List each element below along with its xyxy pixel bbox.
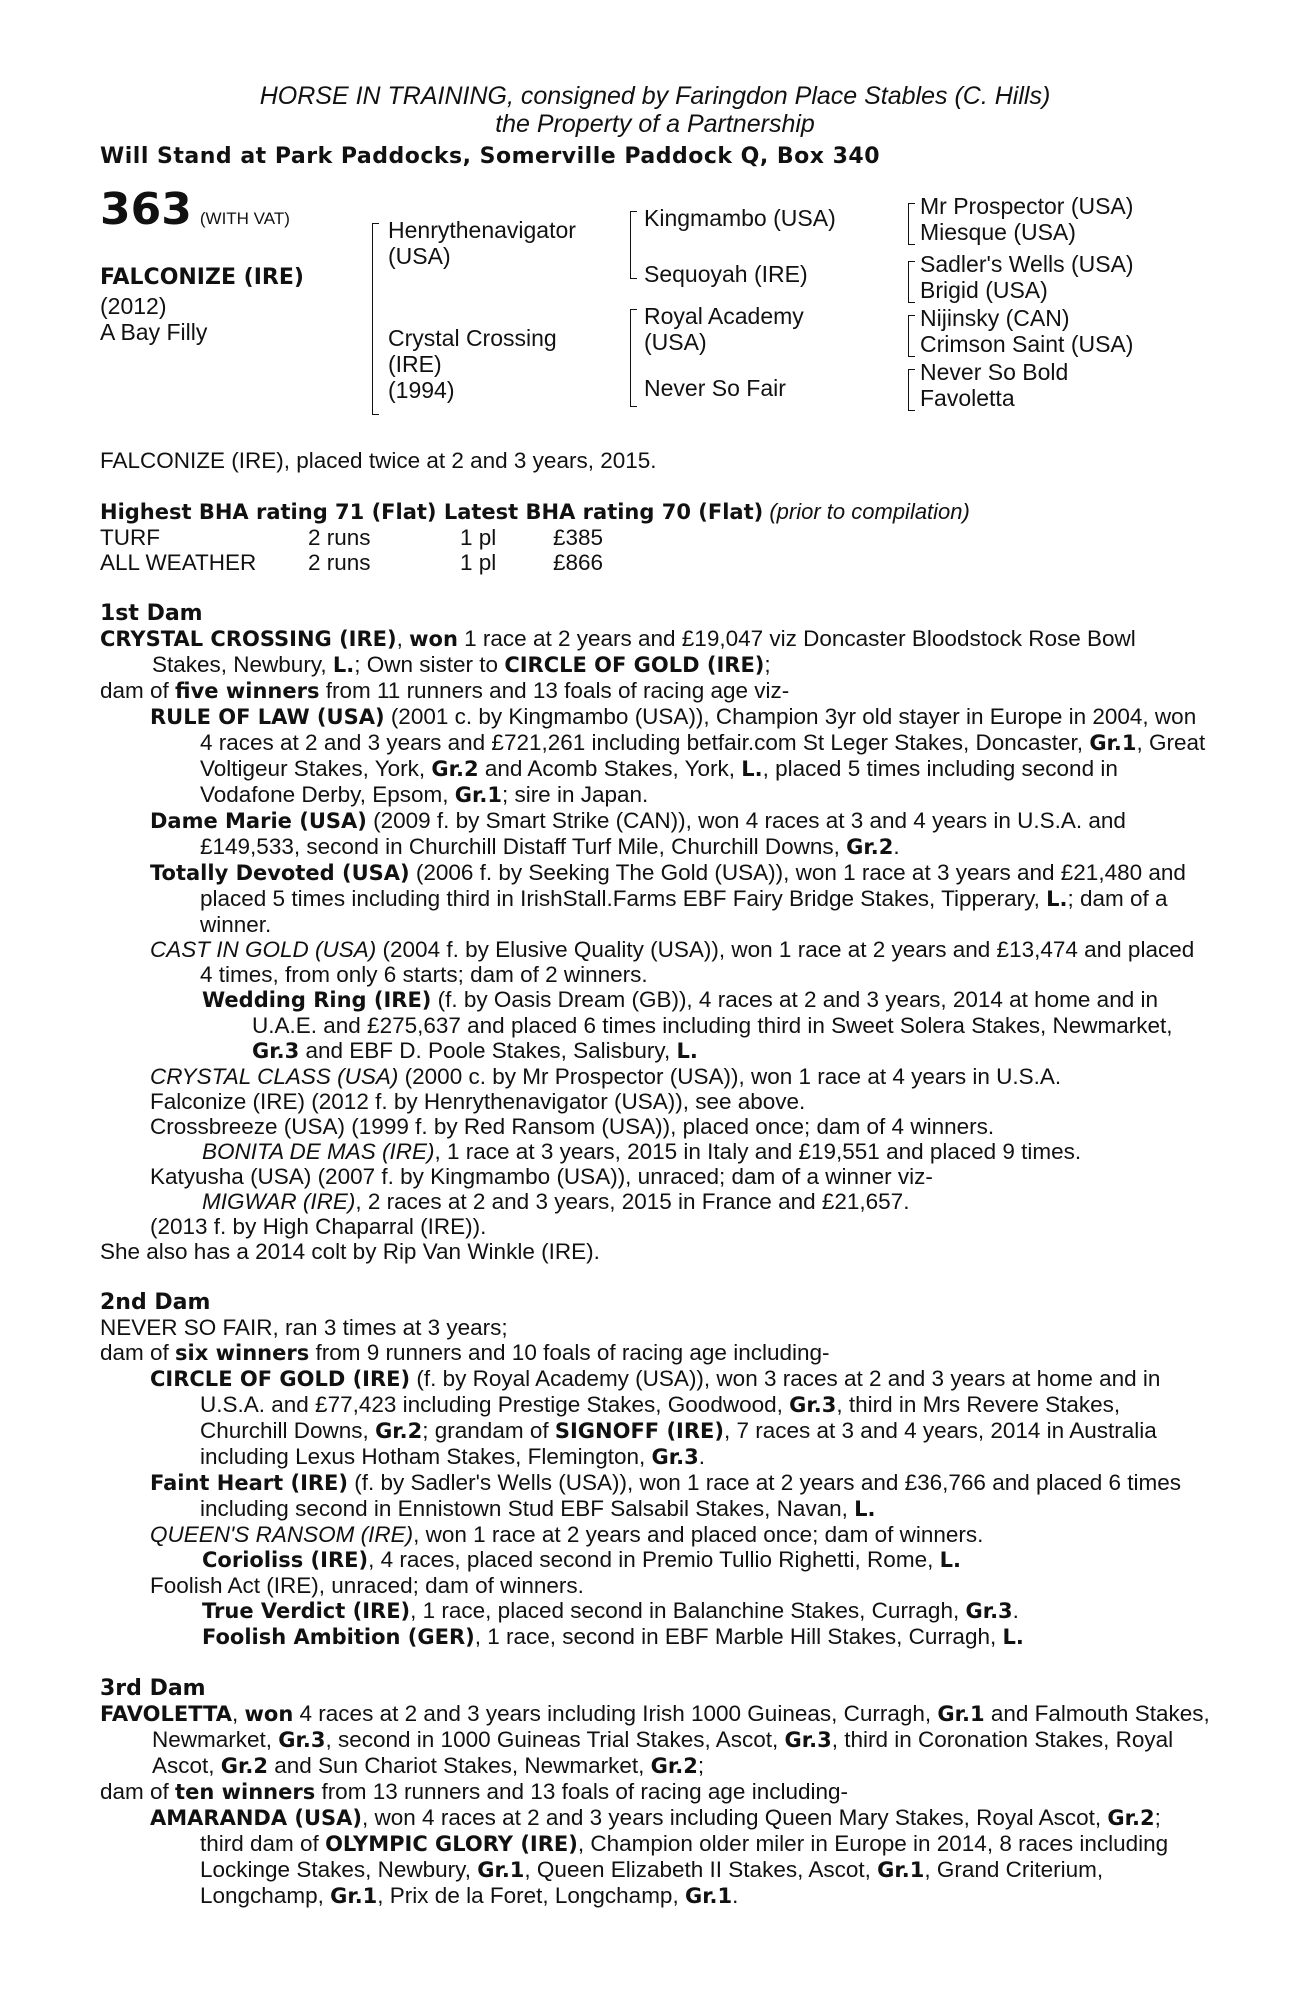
gen3-3: Sadler's Wells (USA) [920,251,1134,277]
brace-gen2-dam [630,309,637,407]
lot-heading [100,184,290,235]
produce-katyusha: Katyusha (USA) (2007 f. by Kingmambo (USA)), unraced; dam of a winner viz- [150,1164,933,1189]
brace-gen1 [372,223,379,415]
stand-location: Will Stand at Park Paddocks, Somerville Paddock Q, Box 340 [100,144,881,169]
produce-crystal-class: CRYSTAL CLASS (USA) (2000 c. by Mr Prospector (USA)), won 1 race at 4 years in U.S.A. [150,1064,1062,1089]
gen3-6: Crimson Saint (USA) [920,331,1134,357]
race-summary: FALCONIZE (IRE), placed twice at 2 and 3 years, 2015. [100,448,657,473]
produce-faint-heart: Faint Heart (IRE) (f. by Sadler's Wells (USA)), won 1 race at 2 years and £36,766 and placed 6 times including second in Ennistown Stud EBF Salsabil Stakes, Navan, L. [150,1470,1182,1521]
stat-runs: 2 runs [308,550,371,575]
produce-amaranda: AMARANDA (USA), won 4 races at 2 and 3 years including Queen Mary Stakes, Royal Ascot, Gr.2; third dam of OLYMPIC GLORY (IRE), Champion older miler in Europe in 2014, 8 races including Lockinge Stakes, Newbury, Gr.1, Queen Elizabeth II Stakes, Ascot, Gr.1, Grand Criterium, Longchamp, Gr.1, Prix de la Foret, Longchamp, Gr.1. [150,1805,1169,1908]
produce-2014-colt: She also has a 2014 colt by Rip Van Winkle (IRE). [100,1239,600,1264]
sire-sire: Kingmambo (USA) [644,205,836,231]
second-dam-heading: 2nd Dam [100,1290,211,1315]
own-sister: CIRCLE OF GOLD (IRE) [504,653,765,677]
first-dam-heading: 1st Dam [100,601,203,626]
produce-queens-ransom: QUEEN'S RANSOM (IRE), won 1 race at 2 years and placed once; dam of winners. [150,1522,984,1547]
grandproduce-migwar: MIGWAR (IRE), 2 races at 2 and 3 years, 2015 in France and £21,657. [202,1189,910,1214]
stat-places: 1 pl [460,525,497,550]
first-dam-name: CRYSTAL CROSSING (IRE) [100,627,397,651]
stat-surface: ALL WEATHER [100,550,257,575]
stat-row-turf [100,525,1210,550]
gen3-8: Favoletta [920,385,1015,411]
produce-crossbreeze: Crossbreeze (USA) (1999 f. by Red Ransom (USA)), placed once; dam of 4 winners. [150,1114,995,1139]
second-dam-entry: NEVER SO FAIR, ran 3 times at 3 years; [100,1315,508,1340]
produce-rule-of-law: RULE OF LAW (USA) (2001 c. by Kingmambo (USA)), Champion 3yr old stayer in Europe in 2004, won 4 races at 2 and 3 years and £721,261 including betfair.com St Leger Stakes, Doncaster, Gr.1, Great Voltigeur Stakes, York, Gr.2 and Acomb Stakes, York, L., placed 5 times including second in Vodafone Derby, Epsom, Gr.1; sire in Japan. [150,704,1206,807]
horse-name: FALCONIZE (IRE) [100,265,304,290]
brace-g4 [908,369,915,411]
produce-dame-marie: Dame Marie (USA) (2009 f. by Smart Strike (CAN)), won 4 races at 3 and 4 years in U.S.A. and £149,533, second in Churchill Distaff Turf Mile, Churchill Downs, Gr.2. [150,808,1126,859]
catalogue-page [100,82,1210,1909]
bha-rating [100,499,1210,525]
dam-year: (1994) [388,377,455,403]
sire-name-1: Henrythenavigator [388,217,576,243]
foaling-year: (2012) [100,293,167,319]
brace-g2 [908,261,915,303]
dam-sire-1: Royal Academy [644,303,804,329]
gen3-2: Miesque (USA) [920,219,1076,245]
stat-surface: TURF [100,525,160,550]
third-dam-produce-summary: dam of ten winners from 13 runners and 13 foals of racing age including- [100,1779,849,1804]
pedigree-table [100,184,1210,442]
third-dam-heading: 3rd Dam [100,1676,206,1701]
horse-description: A Bay Filly [100,319,208,345]
consignor-line: HORSE IN TRAINING, consigned by Faringdon Place Stables (C. Hills) [259,82,1051,110]
property-line: the Property of a Partnership [495,110,815,138]
stat-places: 1 pl [460,550,497,575]
produce-circle-of-gold: CIRCLE OF GOLD (IRE) (f. by Royal Academy (USA)), won 3 races at 2 and 3 years at home and in U.S.A. and £77,423 including Prestige Stakes, Goodwood, Gr.3, third in Mrs Revere Stakes, Churchill Downs, Gr.2; grandam of SIGNOFF (IRE), 7 races at 3 and 4 years, 2014 in Australia including Lexus Hotham Stakes, Flemington, Gr.3. [150,1366,1161,1469]
sire-dam: Sequoyah (IRE) [644,261,808,287]
dam-dam: Never So Fair [644,375,786,401]
brace-g1 [908,203,915,245]
dam-name-1: Crystal Crossing [388,325,557,351]
brace-g3 [908,315,915,357]
stat-earnings: £385 [553,525,604,550]
grandproduce-corioliss: Corioliss (IRE), 4 races, placed second in Premio Tullio Righetti, Rome, L. [202,1547,961,1572]
brace-gen2-sire [630,211,637,279]
grandproduce-bonita-de-mas: BONITA DE MAS (IRE), 1 race at 3 years, 2015 in Italy and £19,551 and placed 9 times. [202,1139,1082,1164]
stat-runs: 2 runs [308,525,371,550]
gen3-1: Mr Prospector (USA) [920,193,1134,219]
grandproduce-foolish-ambition: Foolish Ambition (GER), 1 race, second in EBF Marble Hill Stakes, Curragh, L. [202,1624,1024,1649]
gen3-5: Nijinsky (CAN) [920,305,1070,331]
grandproduce-true-verdict: True Verdict (IRE), 1 race, placed second in Balanchine Stakes, Curragh, Gr.3. [202,1598,1019,1623]
rating-note: (prior to compilation) [769,499,970,524]
produce-falconize: Falconize (IRE) (2012 f. by Henrythenavigator (USA)), see above. [150,1089,806,1114]
vat-note: (WITH VAT) [199,209,290,228]
gen3-7: Never So Bold [920,359,1069,385]
gen3-4: Brigid (USA) [920,277,1048,303]
third-dam-entry: FAVOLETTA, won 4 races at 2 and 3 years including Irish 1000 Guineas, Curragh, Gr.1 and Falmouth Stakes, Newmarket, Gr.3, second in 1000 Guineas Trial Stakes, Ascot, Gr.3, third in Coronation Stakes, Royal Ascot, Gr.2 and Sun Chariot Stakes, Newmarket, Gr.2; [100,1701,1210,1778]
produce-foolish-act: Foolish Act (IRE), unraced; dam of winners. [150,1573,584,1598]
lot-number: 363 [100,184,192,235]
sire-name-2: (USA) [388,243,451,269]
produce-2013-filly: (2013 f. by High Chaparral (IRE)). [150,1214,487,1239]
dam-sire-2: (USA) [644,329,707,355]
grandproduce-wedding-ring: Wedding Ring (IRE) (f. by Oasis Dream (GB)), 4 races at 2 and 3 years, 2014 at home and in U.A.E. and £275,637 and placed 6 times including third in Sweet Solera Stakes, Newmarket, Gr.3 and EBF D. Poole Stakes, Salisbury, L. [202,987,1173,1063]
produce-cast-in-gold: CAST IN GOLD (USA) (2004 f. by Elusive Quality (USA)), won 1 race at 2 years and £13,474 and placed 4 times, from only 6 starts; dam of 2 winners. [150,937,1195,987]
second-dam-produce-summary: dam of six winners from 9 runners and 10 foals of racing age including- [100,1340,830,1365]
stat-earnings: £866 [553,550,604,575]
stat-row-allweather [100,550,1210,575]
first-dam-entry: CRYSTAL CROSSING (IRE), won 1 race at 2 years and £19,047 viz Doncaster Bloodstock Rose Bowl Stakes, Newbury, L.; Own sister to CIRCLE OF GOLD (IRE); [100,626,1136,677]
produce-totally-devoted: Totally Devoted (USA) (2006 f. by Seeking The Gold (USA)), won 1 race at 3 years and £21,480 and placed 5 times including third in IrishStall.Farms EBF Fairy Bridge Stakes, Tipperary, L.; dam of a winner. [150,860,1186,937]
first-dam-produce-summary: dam of five winners from 11 runners and 13 foals of racing age viz- [100,678,790,703]
dam-name-2: (IRE) [388,351,442,377]
rating-values: Highest BHA rating 71 (Flat) Latest BHA rating 70 (Flat) [100,500,764,524]
